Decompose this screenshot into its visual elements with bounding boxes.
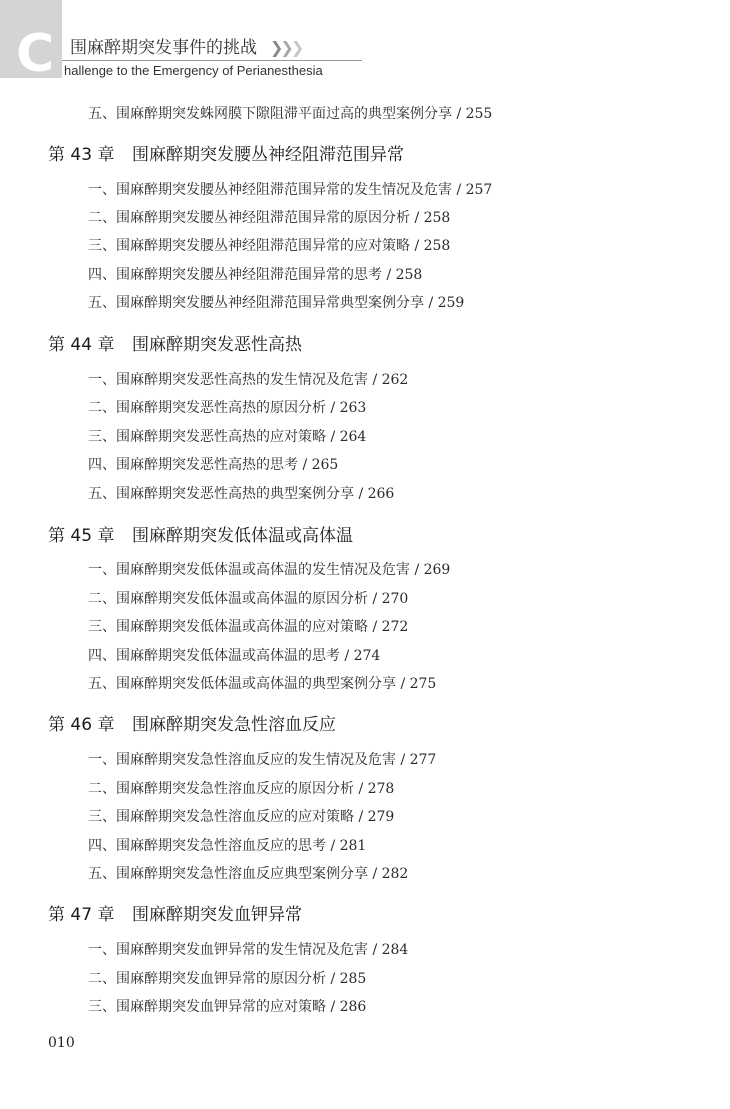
- toc-entry: 四、围麻醉期突发腰丛神经阻滞范围异常的思考 / 258: [88, 267, 423, 283]
- toc-entry: 四、围麻醉期突发低体温或高体温的思考 / 274: [88, 648, 381, 664]
- chapter-number: 第 45 章: [48, 526, 115, 546]
- header-divider: [62, 60, 362, 61]
- toc-entry: 五、围麻醉期突发恶性高热的典型案例分享 / 266: [88, 486, 395, 502]
- toc-entry: 一、围麻醉期突发低体温或高体温的发生情况及危害 / 269: [88, 562, 451, 578]
- chapter-number: 第 46 章: [48, 715, 115, 735]
- chapter-heading: [48, 714, 336, 736]
- header-block: [0, 0, 62, 84]
- toc-entry: 一、围麻醉期突发恶性高热的发生情况及危害 / 262: [88, 372, 409, 388]
- arrow-icon: ❯: [270, 38, 281, 57]
- toc-entry: 三、围麻醉期突发血钾异常的应对策略 / 286: [88, 999, 367, 1015]
- header-title-en: hallenge to the Emergency of Perianesthesia: [64, 63, 323, 78]
- header-arrows-icon: [270, 38, 301, 58]
- toc-entry: 五、围麻醉期突发腰丛神经阻滞范围异常典型案例分享 / 259: [88, 295, 465, 311]
- toc-entry: 二、围麻醉期突发血钾异常的原因分析 / 285: [88, 971, 367, 987]
- toc-entry: 二、围麻醉期突发低体温或高体温的原因分析 / 270: [88, 591, 409, 607]
- page-number: 010: [48, 1035, 75, 1051]
- chapter-title: 围麻醉期突发恶性高热: [132, 335, 302, 355]
- chapter-heading: [48, 904, 302, 926]
- chapter-heading: [48, 525, 353, 547]
- toc-entry: 四、围麻醉期突发恶性高热的思考 / 265: [88, 457, 339, 473]
- chapter-title: 围麻醉期突发腰丛神经阻滞范围异常: [132, 145, 404, 165]
- chapter-title: 围麻醉期突发血钾异常: [132, 905, 302, 925]
- chapter-number: 第 43 章: [48, 145, 115, 165]
- toc-entry: 三、围麻醉期突发低体温或高体温的应对策略 / 272: [88, 619, 409, 635]
- chapter-number: 第 47 章: [48, 905, 115, 925]
- toc-entry: 五、围麻醉期突发低体温或高体温的典型案例分享 / 275: [88, 676, 437, 692]
- toc-entry: 三、围麻醉期突发恶性高热的应对策略 / 264: [88, 429, 367, 445]
- chapter-heading: [48, 334, 302, 356]
- toc-entry: 二、围麻醉期突发腰丛神经阻滞范围异常的原因分析 / 258: [88, 210, 451, 226]
- toc-entry: 五、围麻醉期突发蛛网膜下隙阻滞平面过高的典型案例分享 / 255: [88, 106, 493, 122]
- chapter-title: 围麻醉期突发急性溶血反应: [132, 715, 336, 735]
- arrow-icon: ❯: [280, 38, 291, 57]
- toc-entry: 一、围麻醉期突发急性溶血反应的发生情况及危害 / 277: [88, 752, 437, 768]
- toc-entry: 一、围麻醉期突发血钾异常的发生情况及危害 / 284: [88, 942, 409, 958]
- header-letter: C: [16, 24, 55, 84]
- chapter-number: 第 44 章: [48, 335, 115, 355]
- toc-entry: 二、围麻醉期突发急性溶血反应的原因分析 / 278: [88, 781, 395, 797]
- toc-entry: 三、围麻醉期突发腰丛神经阻滞范围异常的应对策略 / 258: [88, 238, 451, 254]
- toc-entry: 四、围麻醉期突发急性溶血反应的思考 / 281: [88, 838, 367, 854]
- toc-entry: 五、围麻醉期突发急性溶血反应典型案例分享 / 282: [88, 866, 409, 882]
- toc-entry: 一、围麻醉期突发腰丛神经阻滞范围异常的发生情况及危害 / 257: [88, 182, 493, 198]
- chapter-heading: [48, 144, 404, 166]
- toc-entry: 三、围麻醉期突发急性溶血反应的应对策略 / 279: [88, 809, 395, 825]
- header-title-cn: 围麻醉期突发事件的挑战: [70, 38, 257, 58]
- arrow-icon: ❯: [290, 38, 302, 57]
- chapter-title: 围麻醉期突发低体温或高体温: [132, 526, 353, 546]
- toc-entry: 二、围麻醉期突发恶性高热的原因分析 / 263: [88, 400, 367, 416]
